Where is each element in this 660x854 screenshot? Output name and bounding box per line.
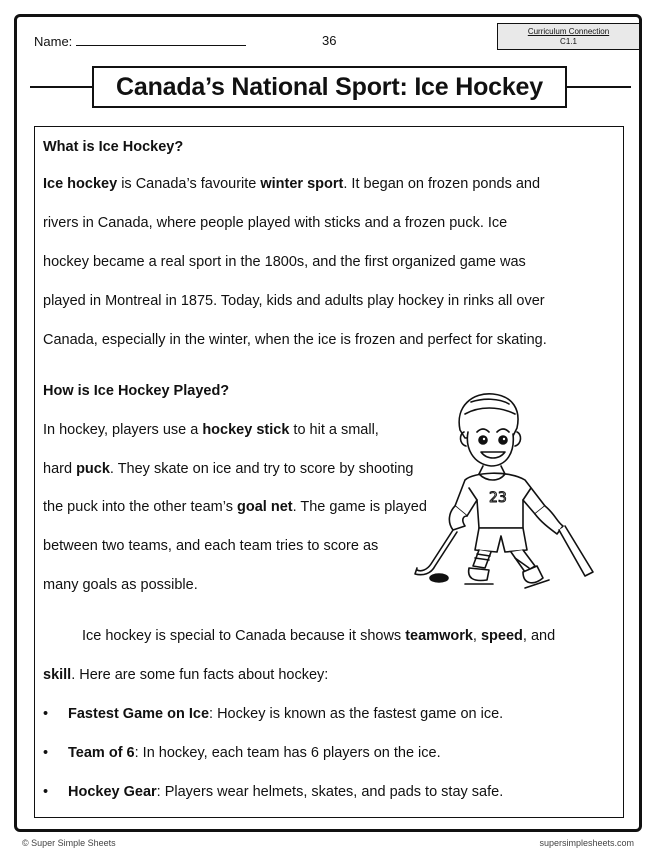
curriculum-title: Curriculum Connection <box>527 27 610 36</box>
bold-term: hockey stick <box>202 422 290 438</box>
section2-line <box>43 422 379 438</box>
section1-line <box>43 332 547 348</box>
section1-line <box>43 293 545 309</box>
section2-line <box>43 461 414 477</box>
text-run: the puck into the other team’s <box>43 499 237 515</box>
fact-item: Fastest Game on Ice: Hockey is known as the fastest game on ice. <box>68 706 504 722</box>
fact-item: Hockey Gear: Players wear helmets, skates, and pads to stay safe. <box>68 784 504 800</box>
section3-line <box>43 667 328 683</box>
text-run: . Here are some fun facts about hockey: <box>71 667 329 683</box>
name-label: Name: <box>34 34 73 49</box>
text-run: , <box>472 628 481 644</box>
bold-term: Ice hockey <box>43 176 118 192</box>
hockey-player-illustration <box>413 388 613 593</box>
bold-term: teamwork <box>405 628 473 644</box>
bold-term: winter sport <box>260 176 344 192</box>
title-rule-left <box>30 86 92 88</box>
text-run: . They skate on ice and try to score by shooting <box>109 461 414 477</box>
footer-website[interactable]: supersimplesheets.com <box>539 838 634 848</box>
text-run: In hockey, players use a <box>43 422 203 438</box>
name-line[interactable] <box>76 33 246 46</box>
page-number: 36 <box>322 33 337 48</box>
fact-item: Team of 6: In hockey, each team has 6 players on the ice. <box>68 745 441 761</box>
bold-term: goal net <box>237 499 293 515</box>
text-run: . It began on frozen ponds and <box>343 176 541 192</box>
text-run: to hit a small, <box>289 422 379 438</box>
page-title: Canada’s National Sport: Ice Hockey <box>92 66 567 108</box>
bold-term: puck <box>76 461 110 477</box>
text-run: Ice hockey is special to Canada because it shows <box>82 628 406 644</box>
text-run: many goals as possible. <box>43 577 198 593</box>
bullet-marker: • <box>43 745 49 761</box>
section1-line <box>43 176 540 192</box>
bold-term: skill <box>43 667 72 683</box>
footer-copyright: © Super Simple Sheets <box>22 838 116 848</box>
title-rule-right <box>567 86 631 88</box>
text-run: , and <box>522 628 556 644</box>
text-run: hockey became a real sport in the 1800s, and the first organized game was <box>43 254 526 270</box>
section2-line <box>43 577 198 593</box>
text-run: is Canada’s favourite <box>117 176 261 192</box>
section-heading-how-played: How is Ice Hockey Played? <box>43 383 230 399</box>
section3-line <box>82 628 555 644</box>
text-run: played in Montreal in 1875. Today, kids and adults play hockey in rinks all over <box>43 293 545 309</box>
text-run: between two teams, and each team tries to score as <box>43 538 379 554</box>
name-field[interactable] <box>34 33 246 49</box>
section1-line <box>43 254 526 270</box>
section1-line <box>43 215 507 231</box>
text-run: rivers in Canada, where people played with sticks and a frozen puck. Ice <box>43 215 508 231</box>
text-run: . The game is played <box>292 499 427 515</box>
section2-line <box>43 538 378 554</box>
section-heading-what-is: What is Ice Hockey? <box>43 139 184 155</box>
curriculum-connection-box <box>497 23 640 50</box>
text-run: hard <box>43 461 77 477</box>
bullet-marker: • <box>43 784 49 800</box>
section2-line <box>43 499 427 515</box>
bullet-marker: • <box>43 706 49 722</box>
curriculum-code: C1.1 <box>560 37 577 46</box>
bold-term: speed <box>480 628 523 644</box>
text-run: Canada, especially in the winter, when the ice is frozen and perfect for skating. <box>43 332 547 348</box>
jersey-number: 23 <box>489 490 507 506</box>
